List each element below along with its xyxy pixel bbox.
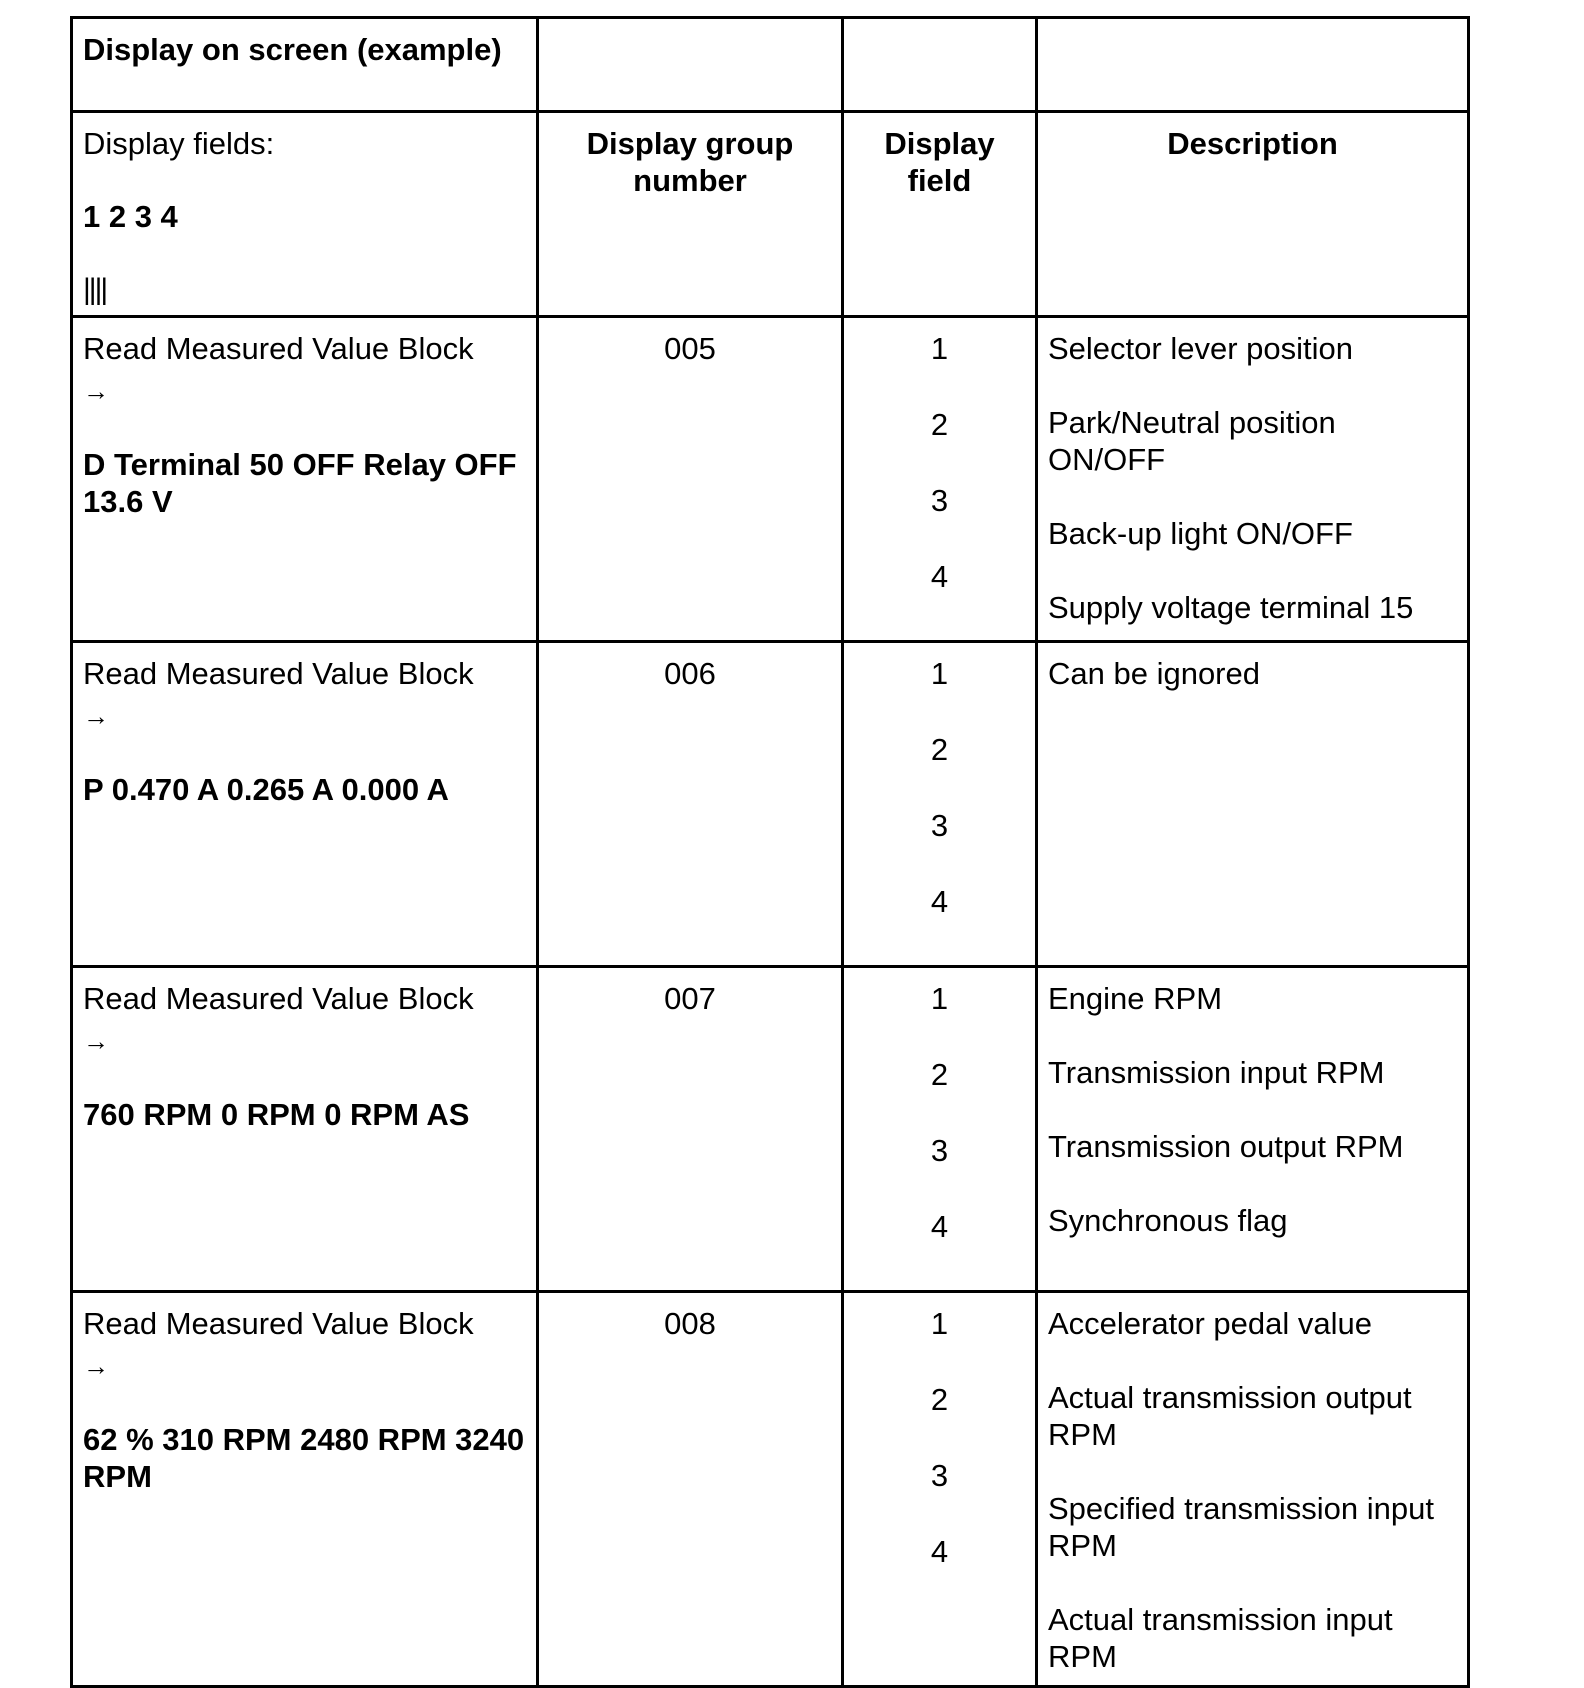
arrow-icon: → <box>83 1026 109 1056</box>
group-number: 008 <box>538 1292 843 1687</box>
screen-cell <box>72 967 538 1292</box>
description-list <box>1037 317 1469 642</box>
empty-cell <box>843 18 1037 112</box>
column-header-description: Description <box>1037 112 1469 317</box>
field-number: 3 <box>930 1133 949 1168</box>
group-number: 007 <box>538 967 843 1292</box>
description-item: Transmission input RPM <box>1048 1055 1385 1090</box>
field-number: 2 <box>930 1382 949 1417</box>
row-value: P 0.470 A 0.265 A 0.000 A <box>83 772 449 807</box>
field-number: 2 <box>930 407 949 442</box>
display-fields-numbers: 1 2 3 4 <box>83 199 178 234</box>
display-fields-ticks: |||| <box>83 273 107 306</box>
field-list <box>843 1292 1037 1687</box>
row-value: D Terminal 50 OFF Relay OFF 13.6 V <box>83 447 517 519</box>
measured-value-table <box>70 16 1470 1688</box>
description-item: Selector lever position <box>1048 331 1353 366</box>
group-number: 005 <box>538 317 843 642</box>
row-label: Read Measured Value Block <box>83 656 474 691</box>
table-row <box>72 317 1469 642</box>
header-row <box>72 112 1469 317</box>
screen-cell <box>72 642 538 967</box>
field-number: 3 <box>930 483 949 518</box>
description-item: Park/Neutral position ON/OFF <box>1048 405 1336 477</box>
description-item: Back-up light ON/OFF <box>1048 516 1353 551</box>
description-list <box>1037 1292 1469 1687</box>
field-number: 1 <box>930 981 949 1016</box>
table-row <box>72 1292 1469 1687</box>
field-number: 1 <box>930 1306 949 1341</box>
column-header-field: Display field <box>843 112 1037 317</box>
description-item: Can be ignored <box>1048 656 1260 691</box>
field-number: 4 <box>930 559 949 594</box>
row-label: Read Measured Value Block <box>83 331 474 366</box>
table-row <box>72 967 1469 1292</box>
field-list <box>843 317 1037 642</box>
arrow-icon: → <box>83 376 109 406</box>
field-number: 4 <box>930 1534 949 1569</box>
description-item: Actual transmission input RPM <box>1048 1602 1393 1674</box>
field-number: 4 <box>930 1209 949 1244</box>
description-item: Specified transmission input RPM <box>1048 1491 1434 1563</box>
screen-cell <box>72 1292 538 1687</box>
empty-cell <box>538 18 843 112</box>
field-list <box>843 642 1037 967</box>
description-item: Engine RPM <box>1048 981 1223 1016</box>
arrow-icon: → <box>83 701 109 731</box>
row-label: Read Measured Value Block <box>83 981 474 1016</box>
display-fields-label: Display fields: <box>83 126 275 161</box>
title-row <box>72 18 1469 112</box>
field-number: 3 <box>930 808 949 843</box>
row-label: Read Measured Value Block <box>83 1306 474 1341</box>
description-item: Actual transmission output RPM <box>1048 1380 1412 1452</box>
table-row <box>72 642 1469 967</box>
field-number: 1 <box>930 331 949 366</box>
empty-cell <box>1037 18 1469 112</box>
row-value: 62 % 310 RPM 2480 RPM 3240 RPM <box>83 1422 525 1494</box>
description-list <box>1037 642 1469 967</box>
arrow-icon: → <box>83 1351 109 1381</box>
description-item: Transmission output RPM <box>1048 1129 1404 1164</box>
description-list <box>1037 967 1469 1292</box>
description-item: Supply voltage terminal 15 <box>1048 590 1414 625</box>
field-list <box>843 967 1037 1292</box>
display-fields-cell <box>72 112 538 317</box>
table-title: Display on screen (example) <box>72 18 538 112</box>
field-number: 1 <box>930 656 949 691</box>
description-item: Accelerator pedal value <box>1048 1306 1372 1341</box>
row-value: 760 RPM 0 RPM 0 RPM AS <box>83 1097 470 1132</box>
field-number: 4 <box>930 884 949 919</box>
description-item: Synchronous flag <box>1048 1203 1288 1238</box>
field-number: 3 <box>930 1458 949 1493</box>
column-header-group: Display group number <box>538 112 843 317</box>
screen-cell <box>72 317 538 642</box>
group-number: 006 <box>538 642 843 967</box>
field-number: 2 <box>930 1057 949 1092</box>
field-number: 2 <box>930 732 949 767</box>
